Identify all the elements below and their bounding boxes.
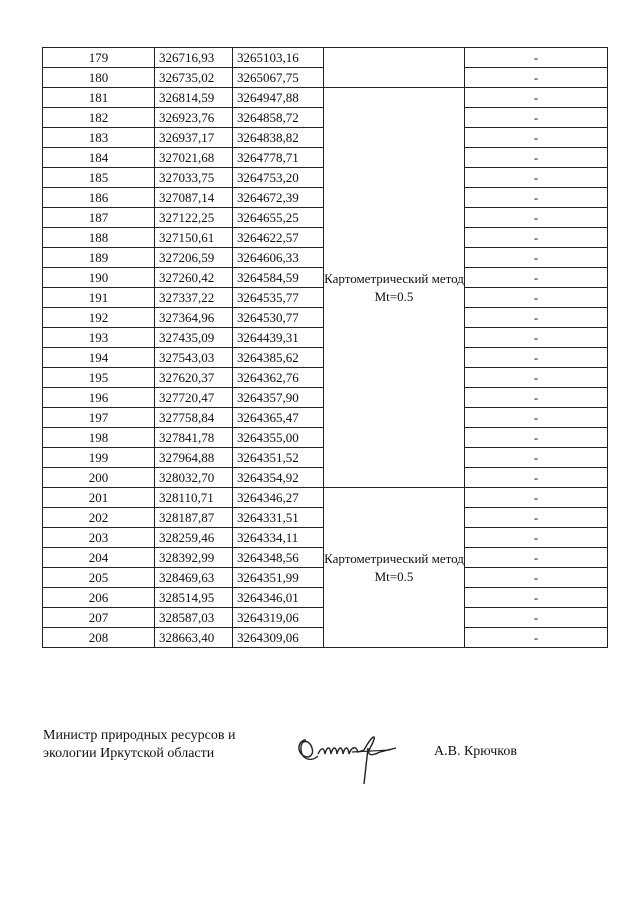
y-coordinate-cell: 3264334,11 [233, 528, 324, 548]
point-number-cell: 181 [43, 88, 155, 108]
point-number-cell: 204 [43, 548, 155, 568]
y-coordinate-cell: 3264584,59 [233, 268, 324, 288]
point-number-cell: 195 [43, 368, 155, 388]
x-coordinate-cell: 327337,22 [155, 288, 233, 308]
x-coordinate-cell: 326716,93 [155, 48, 233, 68]
y-coordinate-cell: 3264309,06 [233, 628, 324, 648]
point-number-cell: 179 [43, 48, 155, 68]
method-cell [324, 48, 465, 88]
y-coordinate-cell: 3264439,31 [233, 328, 324, 348]
point-number-cell: 196 [43, 388, 155, 408]
y-coordinate-cell: 3264858,72 [233, 108, 324, 128]
x-coordinate-cell: 327150,61 [155, 228, 233, 248]
x-coordinate-cell: 328392,99 [155, 548, 233, 568]
description-cell: - [465, 148, 608, 168]
description-cell: - [465, 448, 608, 468]
x-coordinate-cell: 328110,71 [155, 488, 233, 508]
point-number-cell: 206 [43, 588, 155, 608]
point-number-cell: 188 [43, 228, 155, 248]
description-cell: - [465, 368, 608, 388]
y-coordinate-cell: 3264778,71 [233, 148, 324, 168]
description-cell: - [465, 288, 608, 308]
x-coordinate-cell: 328469,63 [155, 568, 233, 588]
description-cell: - [465, 68, 608, 88]
y-coordinate-cell: 3264351,99 [233, 568, 324, 588]
description-cell: - [465, 408, 608, 428]
x-coordinate-cell: 328187,87 [155, 508, 233, 528]
point-number-cell: 180 [43, 68, 155, 88]
description-cell: - [465, 508, 608, 528]
y-coordinate-cell: 3264753,20 [233, 168, 324, 188]
x-coordinate-cell: 328587,03 [155, 608, 233, 628]
method-cell: Картометрический метод Mt=0.5 [324, 488, 465, 648]
table-row [43, 88, 608, 108]
x-coordinate-cell: 327435,09 [155, 328, 233, 348]
x-coordinate-cell: 327260,42 [155, 268, 233, 288]
description-cell: - [465, 308, 608, 328]
y-coordinate-cell: 3264622,57 [233, 228, 324, 248]
point-number-cell: 198 [43, 428, 155, 448]
x-coordinate-cell: 327543,03 [155, 348, 233, 368]
y-coordinate-cell: 3264348,56 [233, 548, 324, 568]
x-coordinate-cell: 328032,70 [155, 468, 233, 488]
x-coordinate-cell: 327021,68 [155, 148, 233, 168]
position-line-1: Министр природных ресурсов и [43, 728, 236, 743]
x-coordinate-cell: 327206,59 [155, 248, 233, 268]
description-cell: - [465, 588, 608, 608]
description-cell: - [465, 328, 608, 348]
description-cell: - [465, 528, 608, 548]
description-cell: - [465, 548, 608, 568]
description-cell: - [465, 188, 608, 208]
table-row [43, 48, 608, 68]
point-number-cell: 193 [43, 328, 155, 348]
handwritten-signature [292, 726, 407, 788]
description-cell: - [465, 488, 608, 508]
description-cell: - [465, 268, 608, 288]
y-coordinate-cell: 3264838,82 [233, 128, 324, 148]
x-coordinate-cell: 327364,96 [155, 308, 233, 328]
signer-name: А.В. Крючков [434, 744, 517, 759]
x-coordinate-cell: 327841,78 [155, 428, 233, 448]
y-coordinate-cell: 3264319,06 [233, 608, 324, 628]
description-cell: - [465, 228, 608, 248]
x-coordinate-cell: 326735,02 [155, 68, 233, 88]
description-cell: - [465, 608, 608, 628]
x-coordinate-cell: 327758,84 [155, 408, 233, 428]
point-number-cell: 202 [43, 508, 155, 528]
y-coordinate-cell: 3264355,00 [233, 428, 324, 448]
y-coordinate-cell: 3264365,47 [233, 408, 324, 428]
x-coordinate-cell: 328663,40 [155, 628, 233, 648]
x-coordinate-cell: 327122,25 [155, 208, 233, 228]
y-coordinate-cell: 3264357,90 [233, 388, 324, 408]
y-coordinate-cell: 3264530,77 [233, 308, 324, 328]
y-coordinate-cell: 3264346,01 [233, 588, 324, 608]
y-coordinate-cell: 3264346,27 [233, 488, 324, 508]
method-cell: Картометрический метод Mt=0.5 [324, 88, 465, 488]
point-number-cell: 184 [43, 148, 155, 168]
point-number-cell: 182 [43, 108, 155, 128]
x-coordinate-cell: 327964,88 [155, 448, 233, 468]
point-number-cell: 191 [43, 288, 155, 308]
point-number-cell: 201 [43, 488, 155, 508]
point-number-cell: 203 [43, 528, 155, 548]
y-coordinate-cell: 3264947,88 [233, 88, 324, 108]
description-cell: - [465, 428, 608, 448]
description-cell: - [465, 48, 608, 68]
y-coordinate-cell: 3264362,76 [233, 368, 324, 388]
y-coordinate-cell: 3264655,25 [233, 208, 324, 228]
x-coordinate-cell: 326937,17 [155, 128, 233, 148]
table-row [43, 488, 608, 508]
description-cell: - [465, 108, 608, 128]
coordinates-table-body [43, 48, 608, 648]
description-cell: - [465, 628, 608, 648]
y-coordinate-cell: 3264385,62 [233, 348, 324, 368]
description-cell: - [465, 348, 608, 368]
coordinates-table [42, 47, 608, 648]
point-number-cell: 207 [43, 608, 155, 628]
point-number-cell: 186 [43, 188, 155, 208]
point-number-cell: 187 [43, 208, 155, 228]
x-coordinate-cell: 326814,59 [155, 88, 233, 108]
description-cell: - [465, 208, 608, 228]
description-cell: - [465, 568, 608, 588]
description-cell: - [465, 168, 608, 188]
x-coordinate-cell: 326923,76 [155, 108, 233, 128]
y-coordinate-cell: 3264351,52 [233, 448, 324, 468]
x-coordinate-cell: 327033,75 [155, 168, 233, 188]
x-coordinate-cell: 327720,47 [155, 388, 233, 408]
y-coordinate-cell: 3265067,75 [233, 68, 324, 88]
point-number-cell: 199 [43, 448, 155, 468]
description-cell: - [465, 388, 608, 408]
x-coordinate-cell: 328514,95 [155, 588, 233, 608]
point-number-cell: 189 [43, 248, 155, 268]
y-coordinate-cell: 3264606,33 [233, 248, 324, 268]
point-number-cell: 208 [43, 628, 155, 648]
y-coordinate-cell: 3264672,39 [233, 188, 324, 208]
description-cell: - [465, 468, 608, 488]
x-coordinate-cell: 327620,37 [155, 368, 233, 388]
y-coordinate-cell: 3265103,16 [233, 48, 324, 68]
point-number-cell: 197 [43, 408, 155, 428]
y-coordinate-cell: 3264535,77 [233, 288, 324, 308]
y-coordinate-cell: 3264331,51 [233, 508, 324, 528]
point-number-cell: 192 [43, 308, 155, 328]
point-number-cell: 183 [43, 128, 155, 148]
point-number-cell: 200 [43, 468, 155, 488]
y-coordinate-cell: 3264354,92 [233, 468, 324, 488]
point-number-cell: 194 [43, 348, 155, 368]
description-cell: - [465, 88, 608, 108]
point-number-cell: 205 [43, 568, 155, 588]
x-coordinate-cell: 328259,46 [155, 528, 233, 548]
point-number-cell: 190 [43, 268, 155, 288]
description-cell: - [465, 248, 608, 268]
description-cell: - [465, 128, 608, 148]
point-number-cell: 185 [43, 168, 155, 188]
x-coordinate-cell: 327087,14 [155, 188, 233, 208]
signatory-position [43, 727, 283, 763]
position-line-2: экологии Иркутской области [43, 746, 215, 761]
